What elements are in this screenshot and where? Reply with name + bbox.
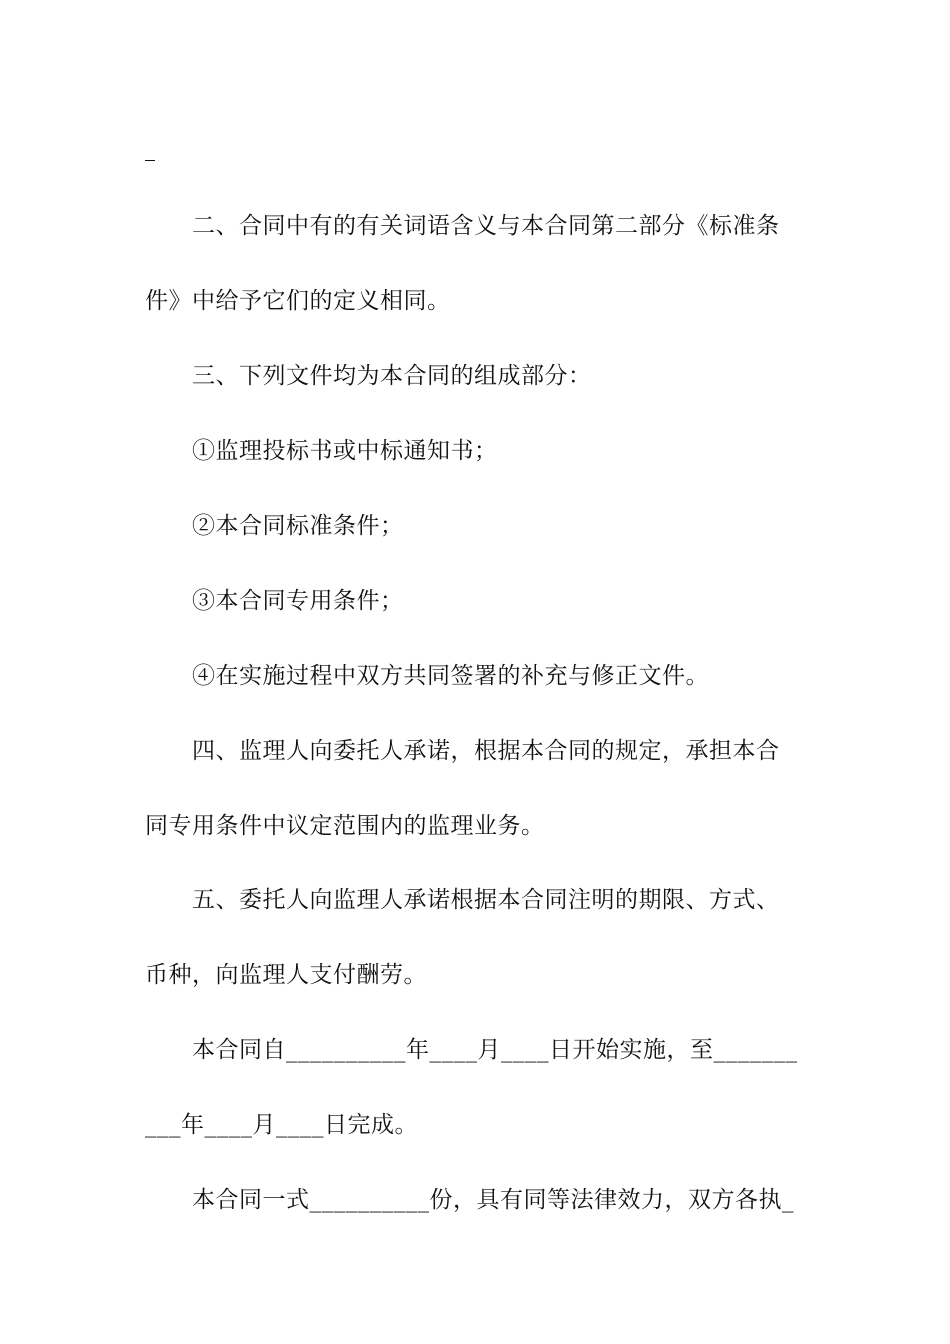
document-item-3: ③本合同专用条件； (192, 588, 404, 614)
paragraph-2-line-2: 件》中给予它们的定义相同。 (145, 288, 451, 314)
contract-period-line-1: 本合同自__________年____月____日开始实施，至_______ (192, 1037, 798, 1063)
contract-copies-line: 本合同一式__________份，具有同等法律效力，双方各执_ (192, 1187, 794, 1213)
paragraph-4-line-1: 四、监理人向委托人承诺，根据本合同的规定，承担本合 (192, 738, 780, 764)
paragraph-2-line-1: 二、合同中有的有关词语含义与本合同第二部分《标准条 (192, 213, 780, 239)
contract-period-line-2: ___年____月____日完成。 (145, 1112, 418, 1138)
document-item-1: ①监理投标书或中标通知书； (192, 438, 498, 464)
paragraph-4-line-2: 同专用条件中议定范围内的监理业务。 (145, 813, 545, 839)
paragraph-5-line-1: 五、委托人向监理人承诺根据本合同注明的期限、方式、 (192, 887, 780, 913)
document-item-2: ②本合同标准条件； (192, 513, 404, 539)
paragraph-5-line-2: 币种，向监理人支付酬劳。 (145, 962, 427, 988)
document-item-4: ④在实施过程中双方共同签署的补充与修正文件。 (192, 663, 709, 689)
leading-dash (145, 160, 155, 161)
paragraph-3-heading: 三、下列文件均为本合同的组成部分： (192, 363, 592, 389)
